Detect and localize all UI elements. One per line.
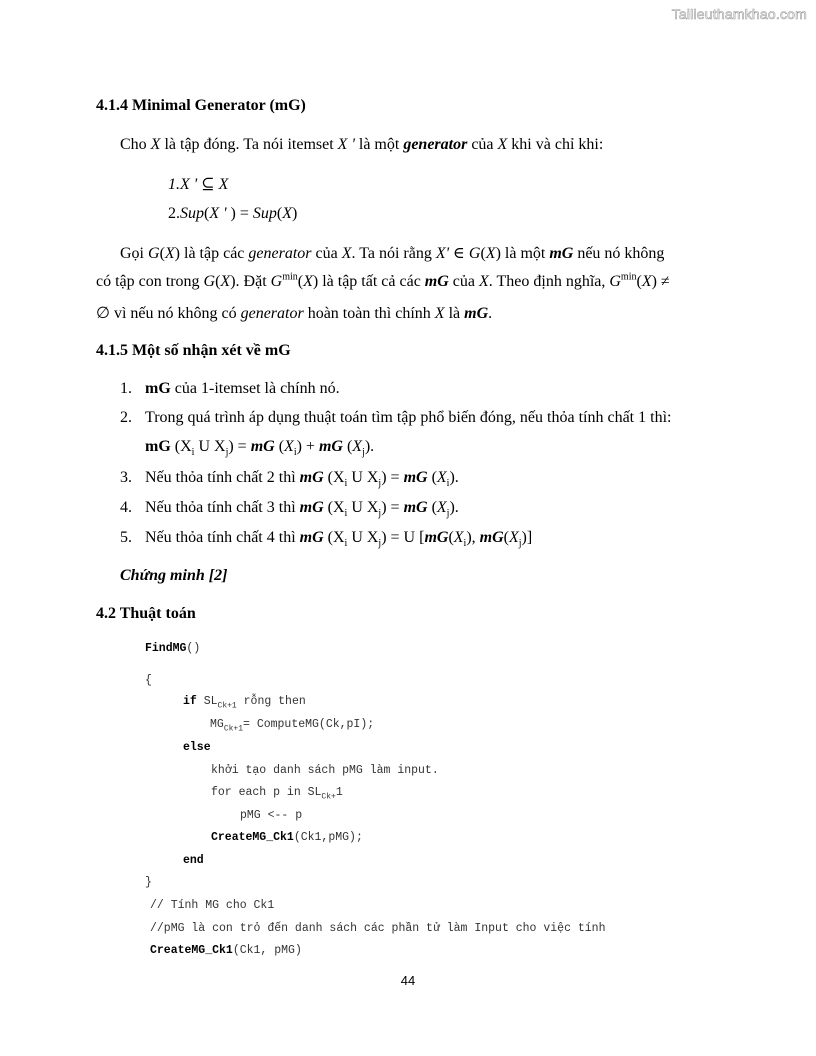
code-line: if $SL_{Ck+1}$ rỗng then	[183, 695, 306, 711]
page-number: 44	[400, 973, 416, 988]
code-line: {	[145, 674, 152, 687]
code-line: }	[145, 876, 152, 889]
code-line: FindMG()	[145, 642, 201, 655]
list-item: 2. Trong quá trình áp dụng thuật toán tìm tập phổ biến đóng, nếu thỏa tính chất 1 thì:	[120, 409, 672, 426]
proof-reference: Chứng minh [2]	[120, 567, 228, 584]
code-comment: // Tính MG cho Ck1	[150, 899, 275, 912]
list-item: 1. mG của 1-itemset là chính nó.	[120, 380, 340, 397]
list-item: 4. Nếu thỏa tính chất 3 thì mG ($X_i$ U $X_j$) = mG $(X_j)$.	[120, 499, 459, 520]
paragraph-line-1: Gọi G(X) là tập các generator của X. Ta nói rằng X' ∈ G(X) là một mG nếu nó không	[120, 245, 665, 262]
list-item: 3. Nếu thỏa tính chất 2 thì mG ($X_i$ U $X_j$) = mG $(X_i)$.	[120, 469, 459, 490]
code-line: end	[183, 854, 204, 867]
section-heading-4-1-5: 4.1.5 Một số nhận xét về mG	[96, 342, 291, 359]
condition-1: 1.X ' ⊆ X	[168, 176, 229, 193]
section-heading-4-1-4: 4.1.4 Minimal Generator (mG)	[96, 97, 306, 114]
list-item-continuation: mG ($X_i$ U $X_j$) = mG $(X_i)$ + mG $(X_j)$.	[145, 438, 375, 459]
code-line: $MG_{Ck+1}=$ ComputeMG(Ck,pI);	[210, 718, 375, 734]
condition-2: 2.Sup(X ' ) = Sup(X)	[168, 205, 298, 222]
code-line: CreateMG_Ck1(Ck1,pMG);	[211, 831, 363, 844]
code-comment: //pMG là con trỏ đến danh sách các phần tử làm Input cho việc tính	[150, 922, 606, 935]
code-line: CreateMG_Ck1(Ck1, pMG)	[150, 944, 302, 957]
watermark: Tailieuthamkhao.com	[671, 6, 807, 22]
code-line: else	[183, 741, 211, 754]
paragraph-line-2: có tập con trong G(X). Đặt $G^{min}(X)$ là tập tất cả các mG của X. Theo định nghĩa, $G^{min}(X)$ ≠	[96, 271, 670, 290]
list-item: 5. Nếu thỏa tính chất 4 thì mG ($X_i$ U $X_j) = U$ [$mG(X_i)$, $mG(X_j)$]	[120, 529, 533, 550]
definition-intro: Cho X là tập đóng. Ta nói itemset X ' là một generator của X khi và chỉ khi:	[120, 136, 604, 153]
paragraph-line-3: ∅ vì nếu nó không có generator hoàn toàn thì chính X là mG.	[96, 305, 493, 322]
code-line: for each p in $SL_{Ck+}1$	[211, 786, 343, 802]
code-line: khởi tạo danh sách pMG làm input.	[211, 764, 439, 777]
section-heading-4-2: 4.2 Thuật toán	[96, 605, 196, 622]
code-line: pMG <-- p	[240, 809, 303, 822]
